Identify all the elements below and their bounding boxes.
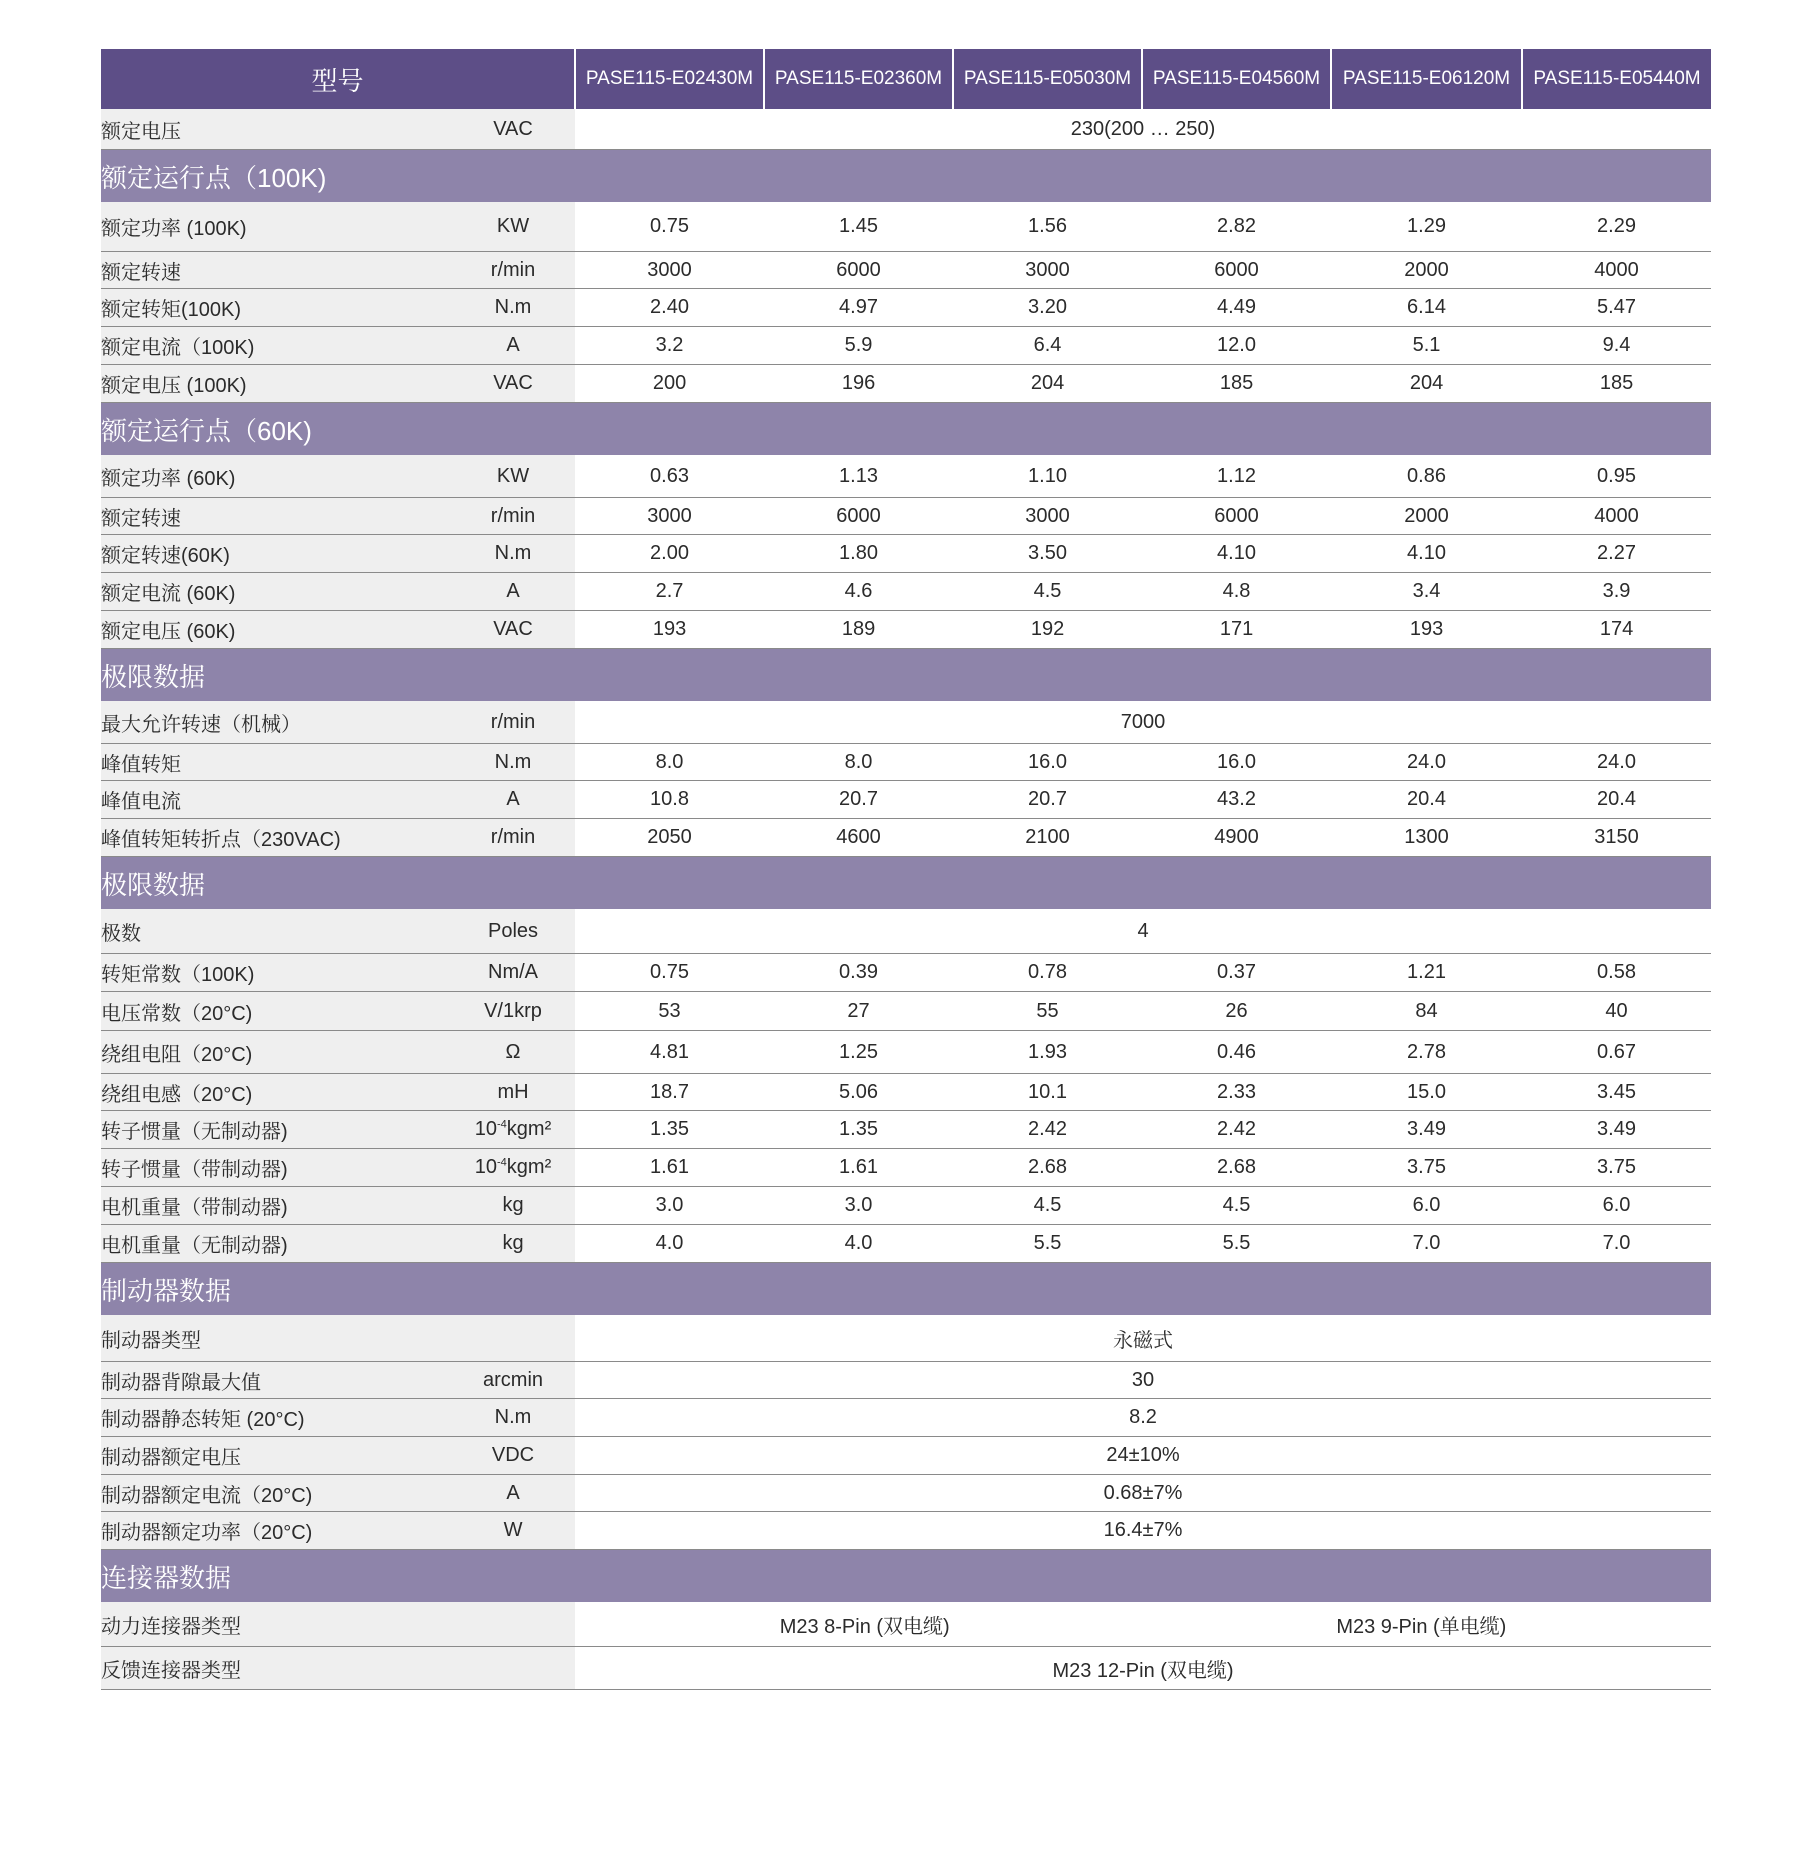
param-label: 额定转速	[101, 252, 451, 289]
value-cell: 55	[953, 992, 1142, 1031]
value-cell: 2050	[575, 819, 764, 857]
value-cell: 2100	[953, 819, 1142, 857]
spec-row	[101, 289, 1711, 327]
value-cell: 6000	[1142, 498, 1331, 535]
value-cell: 10.1	[953, 1074, 1142, 1111]
header-row	[101, 49, 1711, 109]
value-cell: 192	[953, 611, 1142, 649]
value-cell: 185	[1142, 365, 1331, 403]
value-cell: 5.47	[1522, 289, 1711, 327]
value-span-cell: 4	[575, 909, 1711, 954]
value-cell: 4.10	[1331, 535, 1522, 573]
value-cell: 9.4	[1522, 327, 1711, 365]
value-cell: 189	[764, 611, 953, 649]
value-cell: 2.29	[1522, 202, 1711, 252]
unit-cell	[451, 1647, 575, 1690]
value-cell: 5.5	[953, 1225, 1142, 1263]
value-cell: 3.0	[764, 1187, 953, 1225]
value-cell: 1.61	[764, 1149, 953, 1187]
value-cell: 4.5	[1142, 1187, 1331, 1225]
value-cell: 6000	[764, 252, 953, 289]
unit-cell: N.m	[451, 289, 575, 327]
value-cell: 2000	[1331, 498, 1522, 535]
value-cell: 4.0	[575, 1225, 764, 1263]
unit-cell: N.m	[451, 535, 575, 573]
value-cell: 204	[1331, 365, 1522, 403]
param-label: 转子惯量（带制动器)	[101, 1149, 451, 1187]
param-label: 峰值转矩转折点（230VAC)	[101, 819, 451, 857]
unit-cell: A	[451, 781, 575, 819]
section-title: 制动器数据	[101, 1263, 1711, 1316]
value-cell: 6000	[1142, 252, 1331, 289]
unit-exponent: -4	[497, 1156, 507, 1169]
value-cell: 0.75	[575, 202, 764, 252]
spec-table	[101, 49, 1711, 1690]
model-name: PASE115-E02430M	[575, 49, 764, 109]
value-cell: 1300	[1331, 819, 1522, 857]
value-cell: 2.68	[953, 1149, 1142, 1187]
value-cell: 4000	[1522, 498, 1711, 535]
model-name: PASE115-E02360M	[764, 49, 953, 109]
spec-row	[101, 573, 1711, 611]
value-cell: 2.42	[953, 1111, 1142, 1149]
section-header-row	[101, 1550, 1711, 1603]
unit-cell: Nm/A	[451, 954, 575, 992]
model-name: PASE115-E05440M	[1522, 49, 1711, 109]
spec-row	[101, 1512, 1711, 1550]
value-cell: 1.61	[575, 1149, 764, 1187]
unit-cell	[451, 1315, 575, 1362]
value-span-cell: 8.2	[575, 1399, 1711, 1437]
spec-row	[101, 252, 1711, 289]
value-span-cell: 0.68±7%	[575, 1475, 1711, 1512]
unit-cell	[451, 1602, 575, 1647]
value-cell: 4000	[1522, 252, 1711, 289]
value-cell: 5.1	[1331, 327, 1522, 365]
value-cell: 84	[1331, 992, 1522, 1031]
unit-exponent: -4	[497, 1118, 507, 1131]
param-label: 电压常数（20°C)	[101, 992, 451, 1031]
param-label: 电机重量（带制动器)	[101, 1187, 451, 1225]
unit-suffix: kgm²	[506, 1156, 552, 1178]
param-label: 峰值转矩	[101, 744, 451, 781]
value-cell: 1.25	[764, 1031, 953, 1074]
unit-cell: N.m	[451, 1399, 575, 1437]
value-cell: 20.7	[953, 781, 1142, 819]
value-cell: 3.75	[1522, 1149, 1711, 1187]
value-cell: 15.0	[1331, 1074, 1522, 1111]
value-cell: 193	[575, 611, 764, 649]
value-cell: 16.0	[953, 744, 1142, 781]
unit-cell: A	[451, 1475, 575, 1512]
value-cell: 4.81	[575, 1031, 764, 1074]
value-cell: 10.8	[575, 781, 764, 819]
value-cell: 3.49	[1522, 1111, 1711, 1149]
value-cell: 2.78	[1331, 1031, 1522, 1074]
value-cell: 1.45	[764, 202, 953, 252]
value-span-cell: 24±10%	[575, 1437, 1711, 1475]
value-span-cell: 7000	[575, 701, 1711, 744]
value-cell: 8.0	[575, 744, 764, 781]
spec-row	[101, 498, 1711, 535]
value-cell: 43.2	[1142, 781, 1331, 819]
spec-row	[101, 992, 1711, 1031]
value-cell: 0.78	[953, 954, 1142, 992]
value-cell: 200	[575, 365, 764, 403]
value-cell: 2.68	[1142, 1149, 1331, 1187]
value-cell: 4.5	[953, 1187, 1142, 1225]
value-cell: 6.0	[1331, 1187, 1522, 1225]
param-label: 额定功率 (60K)	[101, 455, 451, 498]
param-label: 额定电压 (100K)	[101, 365, 451, 403]
unit-cell: r/min	[451, 252, 575, 289]
spec-row	[101, 1475, 1711, 1512]
spec-row	[101, 1074, 1711, 1111]
value-cell: 2.27	[1522, 535, 1711, 573]
value-cell: 1.80	[764, 535, 953, 573]
value-span-cell: 16.4±7%	[575, 1512, 1711, 1550]
spec-row	[101, 1031, 1711, 1074]
param-label: 额定转矩(100K)	[101, 289, 451, 327]
spec-row	[101, 701, 1711, 744]
param-label: 额定转速	[101, 498, 451, 535]
value-cell: 24.0	[1522, 744, 1711, 781]
unit-cell: mH	[451, 1074, 575, 1111]
value-cell: 53	[575, 992, 764, 1031]
unit-base: 10	[474, 1156, 498, 1178]
unit-suffix: kgm²	[506, 1118, 552, 1140]
spec-row	[101, 1315, 1711, 1362]
value-cell: 2.40	[575, 289, 764, 327]
spec-row	[101, 327, 1711, 365]
param-label: 峰值电流	[101, 781, 451, 819]
value-span-cell: 30	[575, 1362, 1711, 1399]
value-cell: 26	[1142, 992, 1331, 1031]
unit-cell: A	[451, 573, 575, 611]
value-cell: 193	[1331, 611, 1522, 649]
spec-row	[101, 202, 1711, 252]
value-cell: 7.0	[1522, 1225, 1711, 1263]
value-cell: 1.10	[953, 455, 1142, 498]
param-label: 反馈连接器类型	[101, 1647, 451, 1690]
param-label: 额定电压 (60K)	[101, 611, 451, 649]
spec-row	[101, 744, 1711, 781]
unit-cell: Ω	[451, 1031, 575, 1074]
value-cell: 0.63	[575, 455, 764, 498]
value-cell: 0.75	[575, 954, 764, 992]
section-header-row	[101, 150, 1711, 203]
unit-cell: VAC	[451, 109, 575, 150]
spec-row	[101, 1362, 1711, 1399]
spec-row	[101, 1111, 1711, 1149]
unit-cell: VAC	[451, 611, 575, 649]
value-cell: 1.21	[1331, 954, 1522, 992]
spec-row	[101, 611, 1711, 649]
value-cell: 0.67	[1522, 1031, 1711, 1074]
unit-cell: arcmin	[451, 1362, 575, 1399]
section-header-row	[101, 649, 1711, 702]
value-cell: 3.50	[953, 535, 1142, 573]
section-title: 连接器数据	[101, 1550, 1711, 1603]
value-cell: 1.35	[575, 1111, 764, 1149]
value-cell: 18.7	[575, 1074, 764, 1111]
value-cell: 27	[764, 992, 953, 1031]
value-cell: 2.42	[1142, 1111, 1331, 1149]
value-cell: 3000	[575, 498, 764, 535]
value-cell: 3.4	[1331, 573, 1522, 611]
value-cell: 0.46	[1142, 1031, 1331, 1074]
value-cell: 196	[764, 365, 953, 403]
param-label: 绕组电感（20°C)	[101, 1074, 451, 1111]
value-cell: 2000	[1331, 252, 1522, 289]
unit-cell: V/1krp	[451, 992, 575, 1031]
section-title: 额定运行点（60K)	[101, 403, 1711, 456]
spec-row	[101, 954, 1711, 992]
value-cell: 12.0	[1142, 327, 1331, 365]
unit-cell: VAC	[451, 365, 575, 403]
value-cell: 2.7	[575, 573, 764, 611]
unit-cell: N.m	[451, 744, 575, 781]
value-cell: 8.0	[764, 744, 953, 781]
value-cell: 204	[953, 365, 1142, 403]
value-cell: 4.6	[764, 573, 953, 611]
unit-cell: kg	[451, 1225, 575, 1263]
value-cell: 2.00	[575, 535, 764, 573]
section-header-row	[101, 403, 1711, 456]
param-label: 转子惯量（无制动器)	[101, 1111, 451, 1149]
value-cell: 7.0	[1331, 1225, 1522, 1263]
unit-cell: kg	[451, 1187, 575, 1225]
value-part: M23 9-Pin (单电缆)	[1336, 1615, 1507, 1638]
value-cell: 0.37	[1142, 954, 1331, 992]
param-label: 制动器类型	[101, 1315, 451, 1362]
value-cell: 2.82	[1142, 202, 1331, 252]
value-cell: 3.49	[1331, 1111, 1522, 1149]
model-label: 型号	[101, 49, 575, 109]
spec-row	[101, 781, 1711, 819]
spec-row	[101, 535, 1711, 573]
value-cell: 3.9	[1522, 573, 1711, 611]
param-label: 额定电流 (60K)	[101, 573, 451, 611]
value-cell: 4.49	[1142, 289, 1331, 327]
value-part: M23 8-Pin (双电缆)	[779, 1615, 950, 1638]
unit-cell: KW	[451, 455, 575, 498]
value-cell: 4.5	[953, 573, 1142, 611]
value-cell: 20.4	[1522, 781, 1711, 819]
spec-row	[101, 365, 1711, 403]
value-cell: 6.0	[1522, 1187, 1711, 1225]
value-cell: 0.39	[764, 954, 953, 992]
spec-row	[101, 109, 1711, 150]
spec-row	[101, 1647, 1711, 1690]
param-label: 额定电流（100K)	[101, 327, 451, 365]
model-name: PASE115-E06120M	[1331, 49, 1522, 109]
param-label: 额定功率 (100K)	[101, 202, 451, 252]
value-cell: 2.33	[1142, 1074, 1331, 1111]
value-cell: 3000	[575, 252, 764, 289]
spec-row	[101, 1225, 1711, 1263]
value-cell: 20.4	[1331, 781, 1522, 819]
unit-cell: A	[451, 327, 575, 365]
value-cell: 3000	[953, 498, 1142, 535]
param-label: 动力连接器类型	[101, 1602, 451, 1647]
value-cell: 4.8	[1142, 573, 1331, 611]
unit-cell	[451, 1149, 575, 1187]
value-cell: 5.06	[764, 1074, 953, 1111]
value-cell: 4900	[1142, 819, 1331, 857]
value-cell: 3.45	[1522, 1074, 1711, 1111]
value-cell: 3150	[1522, 819, 1711, 857]
param-label: 制动器额定电流（20°C)	[101, 1475, 451, 1512]
value-cell: 4600	[764, 819, 953, 857]
value-cell: 4.0	[764, 1225, 953, 1263]
value-span-cell: 永磁式	[575, 1315, 1711, 1362]
value-cell: 1.29	[1331, 202, 1522, 252]
section-title: 极限数据	[101, 857, 1711, 910]
value-cell: 0.95	[1522, 455, 1711, 498]
param-label: 制动器背隙最大值	[101, 1362, 451, 1399]
value-split-cell	[575, 1602, 1711, 1647]
param-label: 电机重量（无制动器)	[101, 1225, 451, 1263]
value-cell: 6.14	[1331, 289, 1522, 327]
value-cell: 4.10	[1142, 535, 1331, 573]
spec-row	[101, 1187, 1711, 1225]
param-label: 额定电压	[101, 109, 451, 150]
value-cell: 6.4	[953, 327, 1142, 365]
value-span-cell: 230(200 … 250)	[575, 109, 1711, 150]
spec-row	[101, 909, 1711, 954]
value-cell: 1.13	[764, 455, 953, 498]
value-cell: 174	[1522, 611, 1711, 649]
param-label: 制动器额定功率（20°C)	[101, 1512, 451, 1550]
section-header-row	[101, 857, 1711, 910]
value-cell: 3000	[953, 252, 1142, 289]
value-cell: 20.7	[764, 781, 953, 819]
value-cell: 1.56	[953, 202, 1142, 252]
value-cell: 0.58	[1522, 954, 1711, 992]
unit-cell: r/min	[451, 701, 575, 744]
value-cell: 1.35	[764, 1111, 953, 1149]
spec-row	[101, 1602, 1711, 1647]
value-cell: 3.0	[575, 1187, 764, 1225]
param-label: 额定转速(60K)	[101, 535, 451, 573]
value-cell: 4.97	[764, 289, 953, 327]
value-cell: 1.93	[953, 1031, 1142, 1074]
param-label: 转矩常数（100K)	[101, 954, 451, 992]
spec-row	[101, 1399, 1711, 1437]
param-label: 制动器静态转矩 (20°C)	[101, 1399, 451, 1437]
model-name: PASE115-E04560M	[1142, 49, 1331, 109]
param-label: 极数	[101, 909, 451, 954]
spec-row	[101, 1149, 1711, 1187]
value-cell: 40	[1522, 992, 1711, 1031]
value-cell: 3.2	[575, 327, 764, 365]
unit-cell: Poles	[451, 909, 575, 954]
value-cell: 3.75	[1331, 1149, 1522, 1187]
unit-cell: r/min	[451, 498, 575, 535]
section-title: 额定运行点（100K)	[101, 150, 1711, 203]
param-label: 制动器额定电压	[101, 1437, 451, 1475]
spec-row	[101, 455, 1711, 498]
value-cell: 24.0	[1331, 744, 1522, 781]
value-cell: 0.86	[1331, 455, 1522, 498]
value-span-cell: M23 12-Pin (双电缆)	[575, 1647, 1711, 1690]
unit-cell: W	[451, 1512, 575, 1550]
model-name: PASE115-E05030M	[953, 49, 1142, 109]
section-title: 极限数据	[101, 649, 1711, 702]
unit-cell	[451, 1111, 575, 1149]
value-cell: 3.20	[953, 289, 1142, 327]
unit-cell: KW	[451, 202, 575, 252]
spec-row	[101, 1437, 1711, 1475]
value-cell: 185	[1522, 365, 1711, 403]
value-cell: 5.9	[764, 327, 953, 365]
spec-table-body	[101, 49, 1711, 1690]
section-header-row	[101, 1263, 1711, 1316]
value-cell: 16.0	[1142, 744, 1331, 781]
param-label: 最大允许转速（机械）	[101, 701, 451, 744]
value-cell: 171	[1142, 611, 1331, 649]
unit-cell: VDC	[451, 1437, 575, 1475]
value-cell: 6000	[764, 498, 953, 535]
value-cell: 5.5	[1142, 1225, 1331, 1263]
unit-cell: r/min	[451, 819, 575, 857]
value-cell: 1.12	[1142, 455, 1331, 498]
spec-row	[101, 819, 1711, 857]
param-label: 绕组电阻（20°C)	[101, 1031, 451, 1074]
unit-base: 10	[474, 1118, 498, 1140]
